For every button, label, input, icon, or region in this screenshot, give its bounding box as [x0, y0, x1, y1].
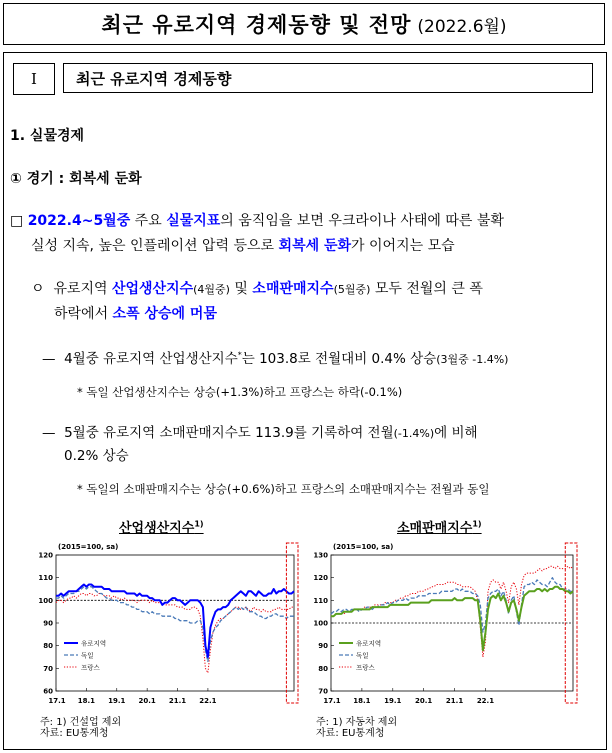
x-tick-label: 21.1 [168, 697, 187, 705]
text-span: 및 [229, 281, 253, 297]
footnote-mark: 1) [194, 519, 204, 529]
y-tick-label: 90 [43, 619, 53, 628]
text-span: 가 이어지는 모습 [351, 238, 455, 254]
paragraph-line [31, 278, 483, 298]
paragraph-line: 0.2% 상승 [64, 448, 129, 464]
legend-label: 프랑스 [356, 663, 375, 672]
retail-sales-chart [307, 541, 579, 709]
paragraph-line [31, 235, 455, 255]
highlight-text: 소폭 상승에 머뭄 [112, 306, 217, 322]
x-tick-label: 19.1 [384, 697, 402, 705]
y-tick-label: 70 [318, 687, 328, 696]
paragraph-line [42, 347, 508, 367]
text-span: 4월중 유로지역 산업생산지수 [64, 351, 238, 367]
dash-bullet: — [42, 425, 56, 441]
y-tick-label: 110 [38, 574, 53, 583]
subsection-heading: 1. 실물경제 [10, 128, 85, 144]
topic-heading: ① 경기 : 회복세 둔화 [10, 171, 142, 187]
y-tick-label: 110 [313, 596, 328, 605]
y-tick-label: 120 [313, 574, 328, 583]
legend-label: 유로지역 [356, 639, 382, 648]
legend-label: 프랑스 [81, 663, 100, 672]
text-span: 에 비해 [434, 425, 478, 441]
text-span: 5월중 유로지역 소매판매지수도 113.9를 기록하여 전월 [64, 425, 394, 441]
legend-label: 독일 [81, 651, 94, 660]
left-chart-footnotes [40, 717, 121, 739]
document-title [3, 3, 605, 45]
footnote-mark: * [77, 482, 83, 496]
chart-title-text: 소매판매지수 [397, 521, 473, 536]
x-tick-label: 18.1 [77, 697, 96, 705]
dash-bullet: — [42, 351, 56, 367]
right-chart-title [397, 517, 482, 536]
x-tick-label: 20.1 [415, 697, 433, 705]
y-tick-label: 100 [313, 619, 328, 628]
x-tick-label: 21.1 [445, 697, 464, 705]
x-tick-label: 18.1 [353, 697, 371, 705]
box-bullet: □ [10, 213, 24, 229]
circle-bullet: ㅇ [31, 281, 45, 297]
text-span: (-0.1%) [359, 385, 403, 399]
base-year-label: (2015=100, sa) [58, 543, 119, 551]
note-line [77, 481, 489, 497]
paragraph-line [54, 303, 217, 323]
text-span: 주요 [130, 213, 167, 229]
y-tick-label: 120 [38, 551, 53, 560]
paragraph-line [10, 210, 504, 230]
text-span: 의 움직임을 보면 우크라이나 사태에 따른 불확 [220, 213, 504, 229]
footnote-mark: * [237, 350, 242, 360]
text-span: (4월중) [193, 283, 230, 296]
y-tick-label: 80 [318, 664, 328, 673]
x-tick-label: 17.1 [48, 697, 66, 705]
text-span: 모두 전월의 큰 폭 [370, 281, 483, 297]
footnote-mark: * [77, 385, 83, 399]
industrial-production-chart [32, 541, 300, 709]
source-text: 자료: EU통계청 [40, 728, 109, 739]
text-span: (3월중 -1.4%) [436, 353, 509, 366]
left-chart-title [119, 517, 204, 536]
highlight-text: 소매판매지수 [252, 281, 334, 297]
y-tick-label: 70 [43, 664, 53, 673]
y-tick-label: 60 [43, 687, 53, 696]
text-span: 실성 지속, 높은 인플레이션 압력 등으로 [31, 238, 279, 254]
section-numeral: Ⅰ [13, 63, 55, 95]
legend-label: 독일 [356, 651, 369, 660]
note-text: 주: 1) 자동차 제외 [316, 717, 398, 728]
x-tick-label: 20.1 [138, 697, 156, 705]
highlight-text: 회복세 둔화 [278, 238, 352, 254]
y-tick-label: 130 [313, 551, 328, 560]
y-tick-label: 100 [38, 596, 53, 605]
footnote-mark: 1) [472, 519, 482, 529]
note-line [77, 384, 402, 400]
content-frame [3, 52, 607, 750]
highlight-box [286, 543, 298, 703]
highlight-text: 산업생산지수 [111, 281, 194, 297]
x-tick-label: 17.1 [323, 697, 341, 705]
note-text: 주: 1) 건설업 제외 [40, 717, 122, 728]
text-span: 는 103.8로 전월대비 0.4% 상승 [241, 351, 437, 367]
text-span: (5월중) [333, 283, 371, 296]
x-tick-label: 22.1 [199, 697, 217, 705]
source-text: 자료: EU통계청 [316, 728, 385, 739]
chart-title-text: 산업생산지수 [119, 521, 195, 536]
paragraph-line [42, 421, 478, 441]
text-span: 독일의 소매판매지수는 상승 [86, 482, 228, 496]
title-text: 최근 유로지역 경제동향 및 전망 [101, 13, 412, 37]
highlight-text: 실물지표 [166, 213, 221, 229]
text-span: (+1.3%) [215, 385, 264, 399]
text-span: 하고 프랑스의 소매판매지수는 전월과 동일 [274, 482, 490, 496]
x-tick-label: 22.1 [476, 697, 495, 705]
text-span: 유로지역 [53, 281, 112, 297]
title-date: (2022.6월) [417, 16, 507, 37]
right-chart-footnotes [316, 717, 397, 739]
text-span: 하고 프랑스는 하락 [263, 385, 360, 399]
legend-label: 유로지역 [81, 639, 107, 648]
text-span: (-1.4%) [393, 427, 435, 440]
y-tick-label: 80 [43, 642, 53, 651]
x-tick-label: 19.1 [108, 697, 126, 705]
base-year-label: (2015=100, sa) [333, 543, 394, 551]
series-line-2 [331, 578, 573, 632]
text-span: 하락에서 [54, 306, 113, 322]
highlight-period: 2022.4~5월중 [27, 213, 131, 229]
text-span: (+0.6%) [227, 482, 275, 496]
text-span: 독일 산업생산지수는 상승 [86, 385, 216, 399]
section-title: 최근 유로지역 경제동향 [63, 63, 593, 93]
y-tick-label: 90 [318, 642, 328, 651]
